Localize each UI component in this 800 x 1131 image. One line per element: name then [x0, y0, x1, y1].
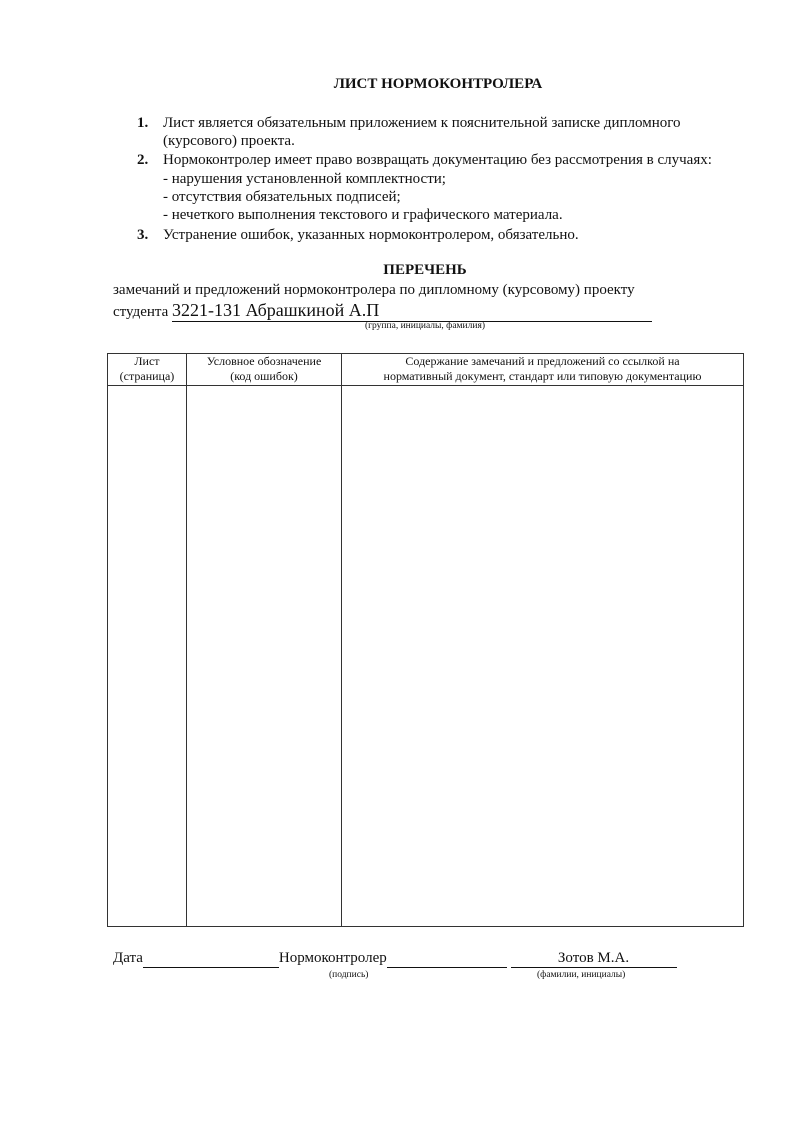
sub-item: - нечеткого выполнения текстового и графического материала.	[163, 207, 563, 223]
sub-item: - нарушения установленной комплектности;	[163, 171, 446, 187]
signature-field	[387, 950, 507, 968]
item-number: 1.	[137, 115, 149, 131]
signature-caption: (подпись)	[329, 970, 369, 980]
student-line	[113, 300, 652, 322]
table-row	[108, 386, 744, 927]
footer-line	[113, 950, 677, 968]
student-field	[172, 300, 652, 322]
remarks-table	[107, 353, 744, 927]
name-caption: (фамилии, инициалы)	[537, 970, 626, 980]
sub-item: - отсутствия обязательных подписей;	[163, 189, 401, 205]
col-content-header: Содержание замечаний и предложений со ссылкой на нормативный документ, стандарт или типовую документацию	[342, 354, 744, 386]
list-intro: замечаний и предложений нормоконтролера по дипломному (курсовому) проекту	[113, 282, 635, 298]
item-number: 2.	[137, 152, 149, 168]
table-cell[interactable]	[342, 386, 744, 927]
date-field	[143, 950, 279, 968]
item-text: Лист является обязательным приложением к пояснительной записке дипломного	[163, 115, 681, 131]
page-title: ЛИСТ НОРМОКОНТРОЛЕРА	[333, 76, 543, 92]
student-label: студента	[113, 304, 169, 320]
table-cell[interactable]	[187, 386, 342, 927]
item-text: Устранение ошибок, указанных нормоконтролером, обязательно.	[163, 227, 579, 243]
controller-name-field	[511, 950, 677, 968]
student-value: 3221-131 Абрашкиной А.П	[172, 300, 380, 320]
date-label: Дата	[113, 950, 143, 966]
section-heading: ПЕРЕЧЕНЬ	[383, 262, 467, 278]
item-text: (курсового) проекта.	[163, 133, 295, 149]
controller-name: Зотов М.А.	[557, 950, 630, 966]
col-code-header: Условное обозначение (код ошибок)	[187, 354, 342, 386]
controller-label: Нормоконтролер	[278, 950, 387, 966]
table-cell[interactable]	[108, 386, 187, 927]
col-sheet-header: Лист (страница)	[108, 354, 187, 386]
table-header-row	[108, 354, 744, 386]
item-number: 3.	[137, 227, 149, 243]
item-text: Нормоконтролер имеет право возвращать документацию без рассмотрения в случаях:	[163, 152, 712, 168]
student-caption: (группа, инициалы, фамилия)	[365, 321, 485, 331]
